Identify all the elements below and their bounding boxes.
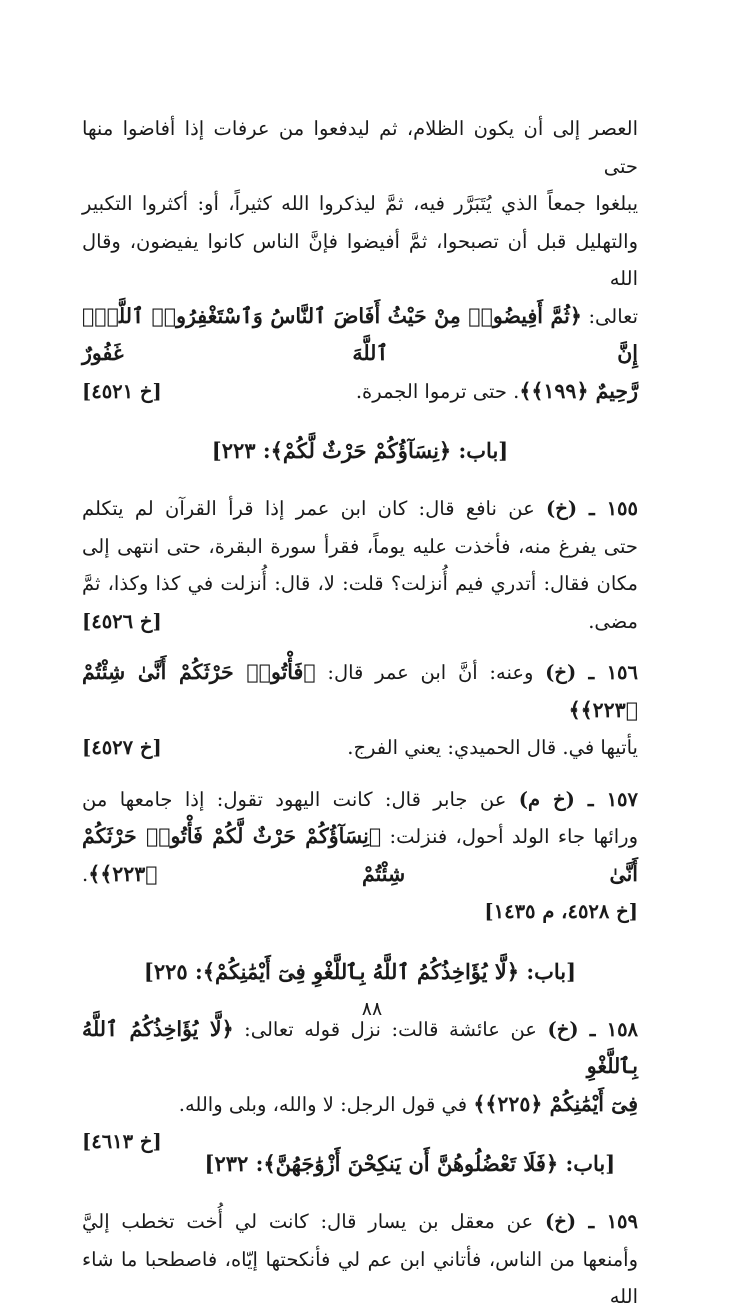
chapter-heading: [باب: ﴿لَّا يُؤَاخِذُكُمُ ٱللَّهُ بِٱللَّغْوِ فِىٓ أَيْمَٰنِكُمْ﴾: ٢٢٥] [143,958,577,984]
intro-paragraph [82,110,638,410]
text-line [82,818,638,893]
hadith-157 [82,781,638,931]
hadith-number: ١٥٥ ـ (خ) [546,497,638,520]
source-reference: [خ ٤٥٢٧] [82,736,162,759]
chapter-heading: [باب: ﴿فَلَا تَعْضُلُوهُنَّ أَن يَنكِحْنَ أَزْوَٰجَهُنَّ﴾: ٢٣٢] [204,1151,616,1176]
quran-verse: ﴿ثُمَّ أَفِيضُوا۟ مِنْ حَيْثُ أَفَاضَ ٱلنَّاسُ وَٱسْتَغْفِرُوا۟ ٱللَّهَۚ إِنَّ ٱللَّهَ غَفُورٌ [82,303,638,365]
text-line [82,729,638,767]
text-segment: . [82,862,89,886]
text-segment: مضى. [588,609,638,633]
text-segment: ورائها جاء الولد أحول، فنزلت: [389,825,639,848]
quran-verse: ﴿فَأْتُوا۟ حَرْثَكُمْ أَنَّىٰ شِئْتُمْ ﴿٢٢٣﴾﴾ [82,660,638,722]
text-segment: عن نافع قال: كان ابن عمر إذا قرأ القرآن لم يتكلم [82,497,535,520]
text-line: يبلغوا جمعاً الذي يُتَبَرَّر فيه، ثمَّ ليذكروا الله كثيراً، أو: أكثروا التكبير [82,192,638,215]
hadith-156 [82,654,638,767]
text-segment: عن معقل بن يسار قال: كانت لي أُخت تخطب إليَّ [82,1210,534,1233]
text-line: وأمنعها من الناس، فأتاني ابن عم لي فأنكحتها إيّاه، فاصطحبا ما شاء الله [82,1247,638,1308]
text-segment: تعالى: [588,304,638,328]
hadith-number: ١٥٩ ـ (خ) [545,1210,638,1233]
hadith-159 [82,1203,638,1316]
text-line [82,373,638,411]
source-reference: [خ ٤٥٢٨، م ١٤٣٥] [484,900,638,923]
text-line [82,1086,638,1153]
text-line [82,1011,638,1086]
source-reference: [خ ٤٥٢١] [82,379,162,403]
text-segment: . حتى ترموا الجمرة. [355,379,520,403]
text-line: حتى يفرغ منه، فأخذت عليه يوماً، فقرأ سورة البقرة، حتى انتهى إلى [82,534,638,558]
text-line: العصر إلى أن يكون الظلام، ثم ليدفعوا من عرفات إذا أفاضوا منها حتى [82,117,638,178]
text-line [82,603,638,641]
hadith-number: ١٥٦ ـ (خ) [545,661,638,684]
page-number: ٨٨ [361,998,383,1020]
text-line [82,1203,638,1241]
hadith-number: ١٥٧ ـ (خ م) [518,787,638,811]
source-reference: [خ ٤٦١٣] [82,1130,162,1153]
hadith-158 [82,1011,639,1153]
hadith-155 [82,490,638,640]
text-line: والتهليل قبل أن تصبحوا، ثمَّ أفيضوا فإنَّ الناس كانوا يفيضون، وقال الله [82,229,638,290]
hadith-number: ١٥٨ ـ (خ) [547,1017,639,1041]
quran-verse: رَّحِيمٌ ﴿١٩٩﴾﴾ [519,378,638,403]
text-line [82,654,638,729]
text-segment: يأتيها في. قال الحميدي: يعني الفرج. [347,736,638,759]
quran-verse: فِىٓ أَيْمَٰنِكُمْ ﴿٢٢٥﴾﴾ [473,1091,638,1116]
text-line: مكان فقال: أتدري فيم أُنزلت؟ قلت: لا، قال: أُنزلت في كذا وكذا، ثمَّ [82,572,638,595]
source-reference: [خ ٤٥٢٦] [82,609,162,633]
text-segment: عن جابر قال: كانت اليهود تقول: إذا جامعها من [82,787,507,811]
text-line [82,893,638,931]
text-segment: وعنه: أنَّ ابن عمر قال: [327,661,534,684]
text-line [82,781,638,819]
text-line [82,298,638,373]
text-segment: عن عائشة قالت: نزل قوله تعالى: [244,1017,537,1041]
text-segment: في قول الرجل: لا والله، وبلى والله. [178,1092,468,1116]
text-line [82,490,638,528]
quran-verse: ﴿نِسَآؤُكُمْ حَرْثٌ لَّكُمْ فَأْتُوا۟ حَرْثَكُمْ أَنَّىٰ شِئْتُمْ ﴿٢٢٣﴾﴾ [82,824,638,886]
chapter-heading: [باب: ﴿نِسَآؤُكُمْ حَرْثٌ لَّكُمْ﴾: ٢٢٣] [211,438,509,463]
quran-verse: ﴿لَّا يُؤَاخِذُكُمُ ٱللَّهُ بِٱللَّغْوِ [82,1016,638,1078]
